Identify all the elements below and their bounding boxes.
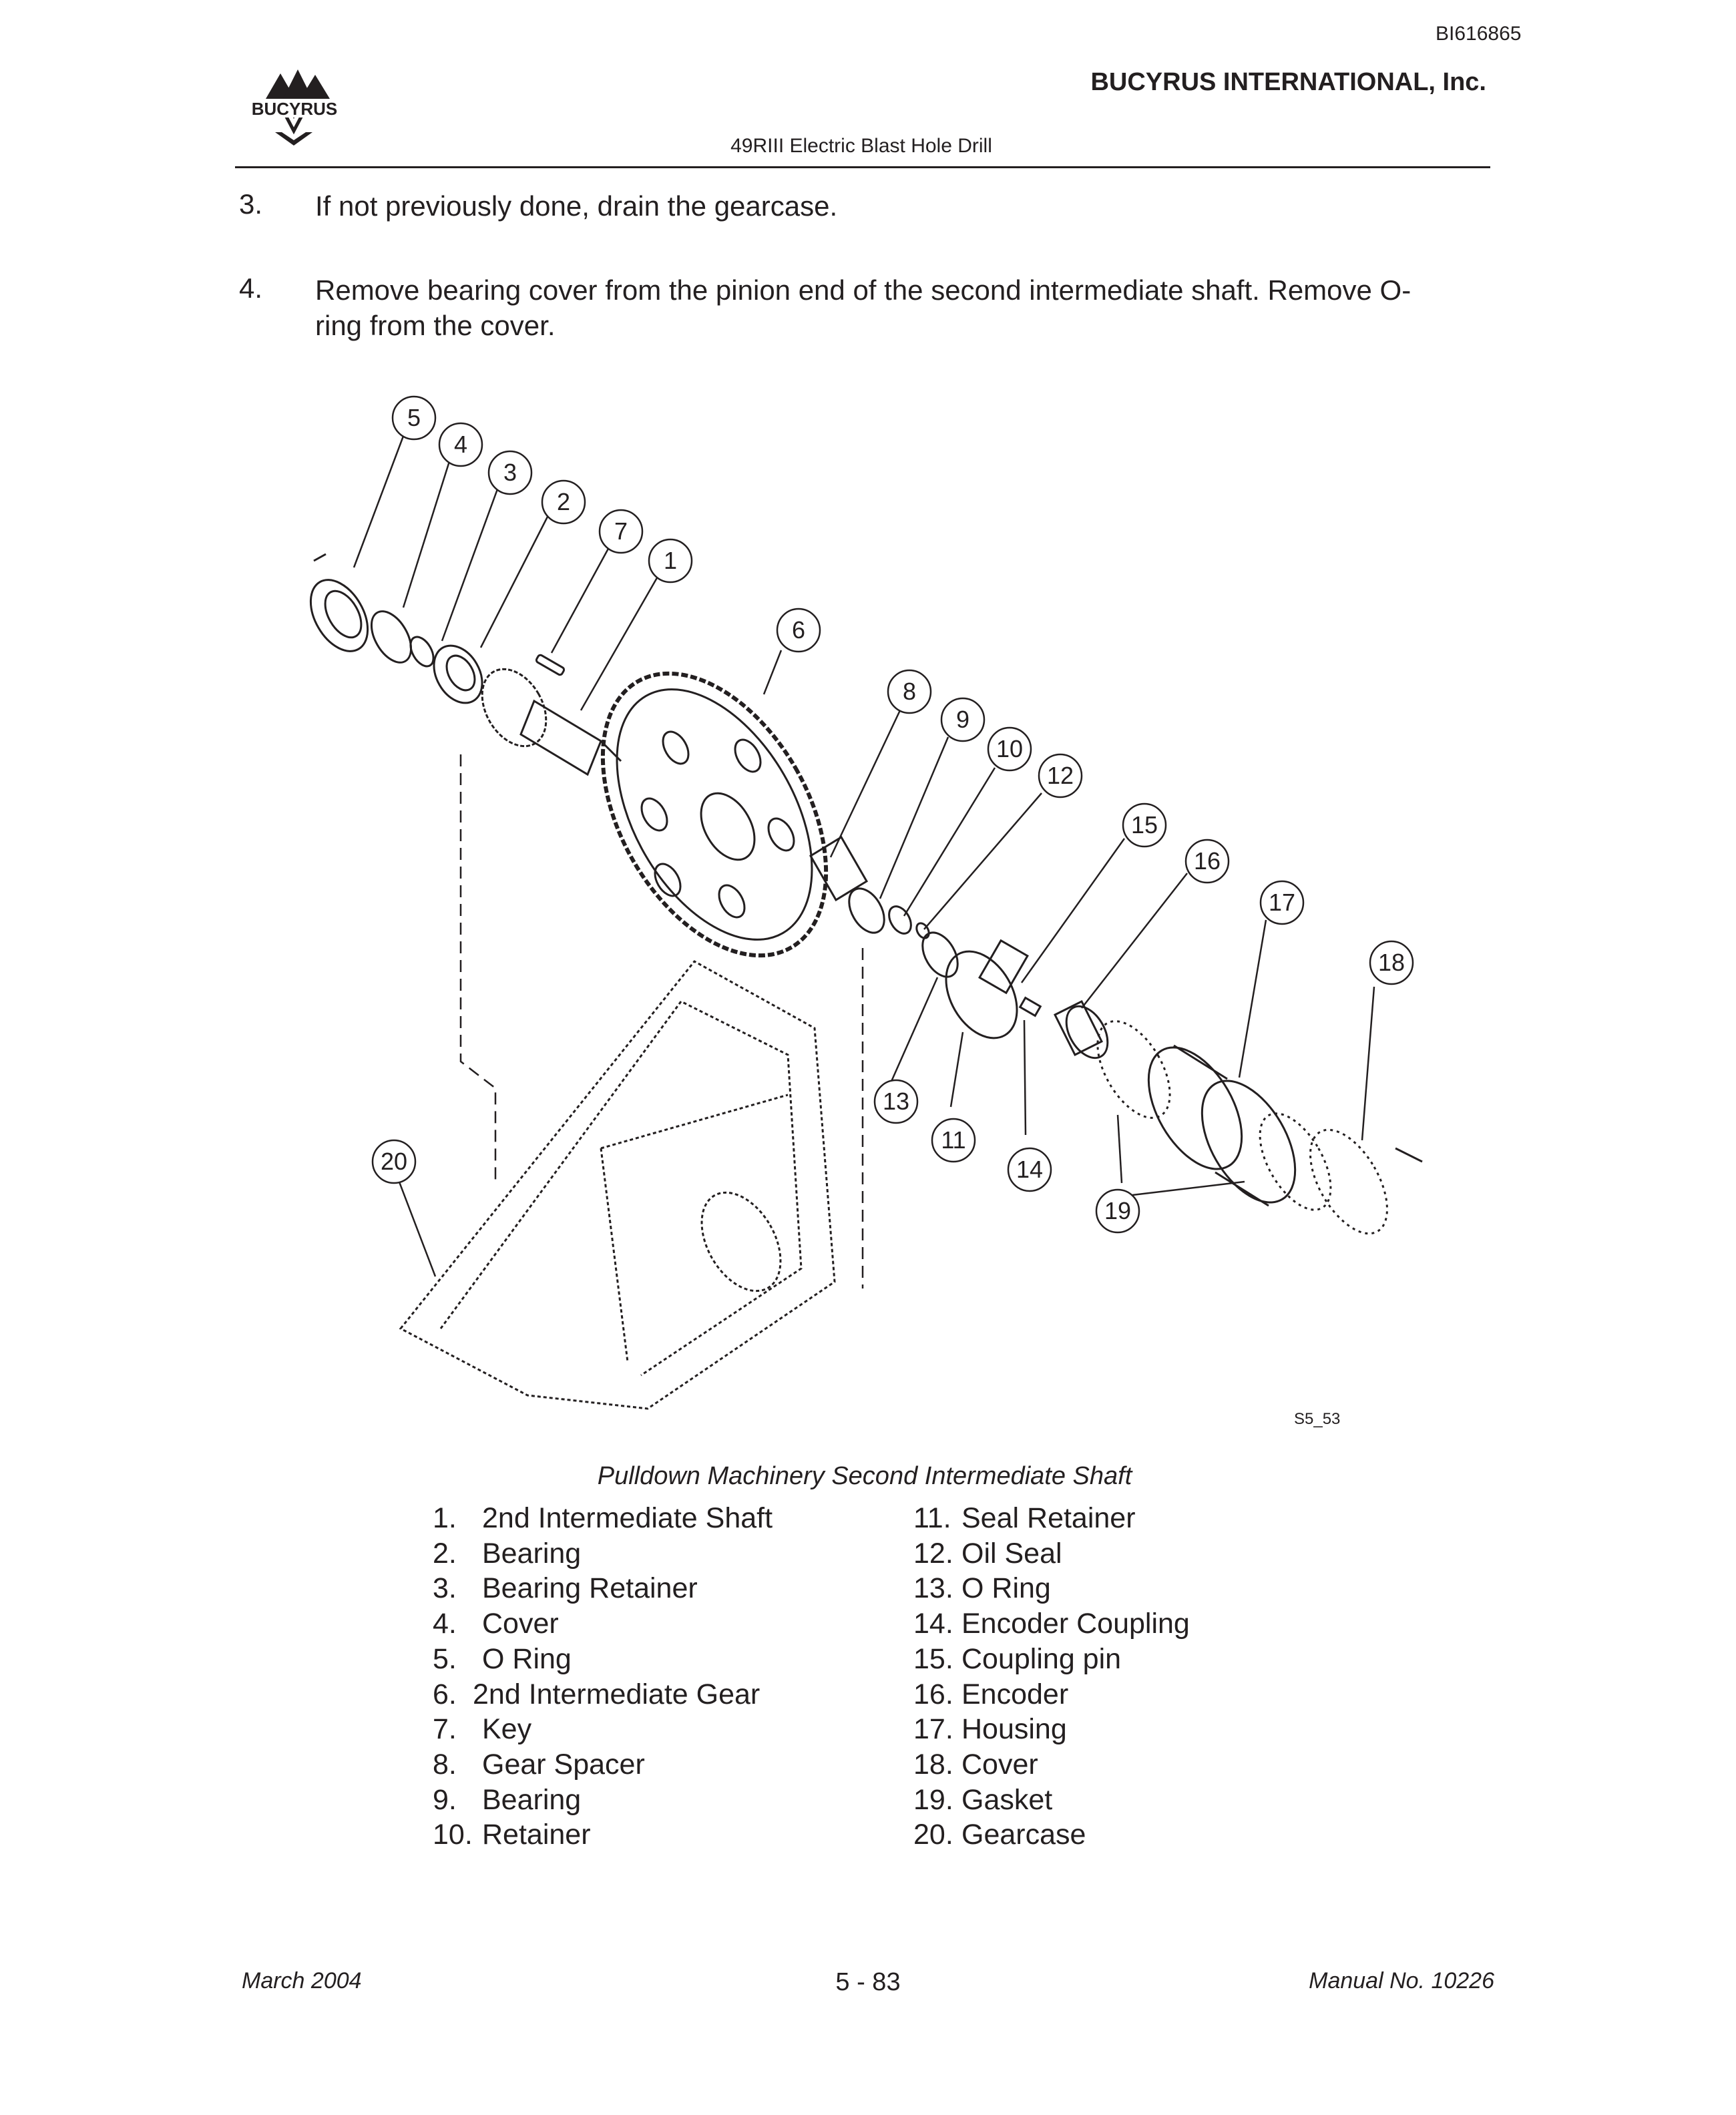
part-name: O Ring	[961, 1572, 1051, 1604]
callout-18: 18	[1377, 949, 1405, 976]
callout-1: 1	[663, 547, 678, 574]
callout-2: 2	[556, 488, 571, 515]
callout-8: 8	[902, 678, 917, 705]
part-number: 8.	[433, 1748, 457, 1781]
callout-20: 20	[380, 1148, 408, 1175]
callout-7: 7	[614, 517, 628, 545]
part-name: Bearing	[482, 1538, 582, 1570]
part-name: Gear Spacer	[482, 1748, 645, 1781]
part-name: Oil Seal	[961, 1538, 1062, 1570]
part-name: Bearing Retainer	[482, 1572, 698, 1604]
part-name: Encoder	[961, 1678, 1069, 1710]
callout-4: 4	[453, 431, 468, 458]
callout-10: 10	[996, 735, 1024, 762]
callout-6: 6	[791, 616, 806, 644]
manual-number: Manual No. 10226	[1309, 1968, 1494, 1993]
part-name: Key	[482, 1713, 532, 1745]
part-number: 17.	[913, 1713, 953, 1745]
part-number: 3.	[433, 1572, 457, 1604]
part-name: Retainer	[482, 1819, 591, 1851]
page-number: 5 - 83	[835, 1968, 901, 1996]
part-name: Coupling pin	[961, 1643, 1122, 1675]
part-name: Seal Retainer	[961, 1502, 1136, 1534]
part-number: 7.	[433, 1713, 457, 1745]
callout-13: 13	[882, 1088, 910, 1115]
callout-12: 12	[1046, 762, 1074, 789]
part-number: 4.	[433, 1608, 457, 1640]
part-name: Cover	[961, 1748, 1038, 1781]
part-name: Gearcase	[961, 1819, 1086, 1851]
part-number: 20.	[913, 1819, 953, 1851]
part-number: 12.	[913, 1538, 953, 1570]
part-number: 19.	[913, 1784, 953, 1816]
part-number: 14.	[913, 1608, 953, 1640]
part-number: 6.	[433, 1678, 457, 1710]
callout-9: 9	[955, 706, 970, 733]
part-number: 1.	[433, 1502, 457, 1534]
callout-17: 17	[1268, 889, 1296, 916]
part-number: 18.	[913, 1748, 953, 1781]
part-name: 2nd Intermediate Shaft	[482, 1502, 773, 1534]
callout-15: 15	[1130, 811, 1158, 839]
part-number: 16.	[913, 1678, 953, 1710]
part-number: 13.	[913, 1572, 953, 1604]
callout-14: 14	[1016, 1156, 1044, 1183]
step-text: If not previously done, drain the gearcase.	[315, 190, 838, 222]
part-name: Cover	[482, 1608, 559, 1640]
figure-code: S5_53	[1294, 1410, 1341, 1428]
document-subtitle: 49RIII Electric Blast Hole Drill	[730, 135, 992, 157]
callout-3: 3	[503, 459, 517, 486]
figure-caption: Pulldown Machinery Second Intermediate Shaft	[597, 1462, 1132, 1490]
step-number: 3.	[239, 188, 263, 220]
part-name: Encoder Coupling	[961, 1608, 1190, 1640]
step-number: 4.	[239, 272, 263, 304]
part-name: Housing	[961, 1713, 1067, 1745]
part-number: 5.	[433, 1643, 457, 1675]
callout-5: 5	[407, 404, 421, 431]
part-number: 15.	[913, 1643, 953, 1675]
document-id: BI616865	[1436, 23, 1522, 45]
logo-text: BUCYRUS	[251, 99, 338, 119]
step-text-line: Remove bearing cover from the pinion end of the second intermediate shaft. Remove O-	[315, 274, 1412, 306]
part-name: Gasket	[961, 1784, 1053, 1816]
callout-16: 16	[1193, 847, 1221, 875]
part-number: 10.	[433, 1819, 473, 1851]
part-number: 2.	[433, 1538, 457, 1570]
part-number: 11.	[913, 1502, 951, 1534]
footer-date: March 2004	[242, 1968, 362, 1993]
part-name: Bearing	[482, 1784, 582, 1816]
part-name: O Ring	[482, 1643, 572, 1675]
company-name: BUCYRUS INTERNATIONAL, Inc.	[1090, 68, 1486, 96]
callout-11: 11	[941, 1126, 966, 1154]
step-text-line: ring from the cover.	[315, 310, 556, 341]
callout-19: 19	[1104, 1197, 1132, 1224]
part-number: 9.	[433, 1784, 457, 1816]
part-name: 2nd Intermediate Gear	[473, 1678, 761, 1710]
